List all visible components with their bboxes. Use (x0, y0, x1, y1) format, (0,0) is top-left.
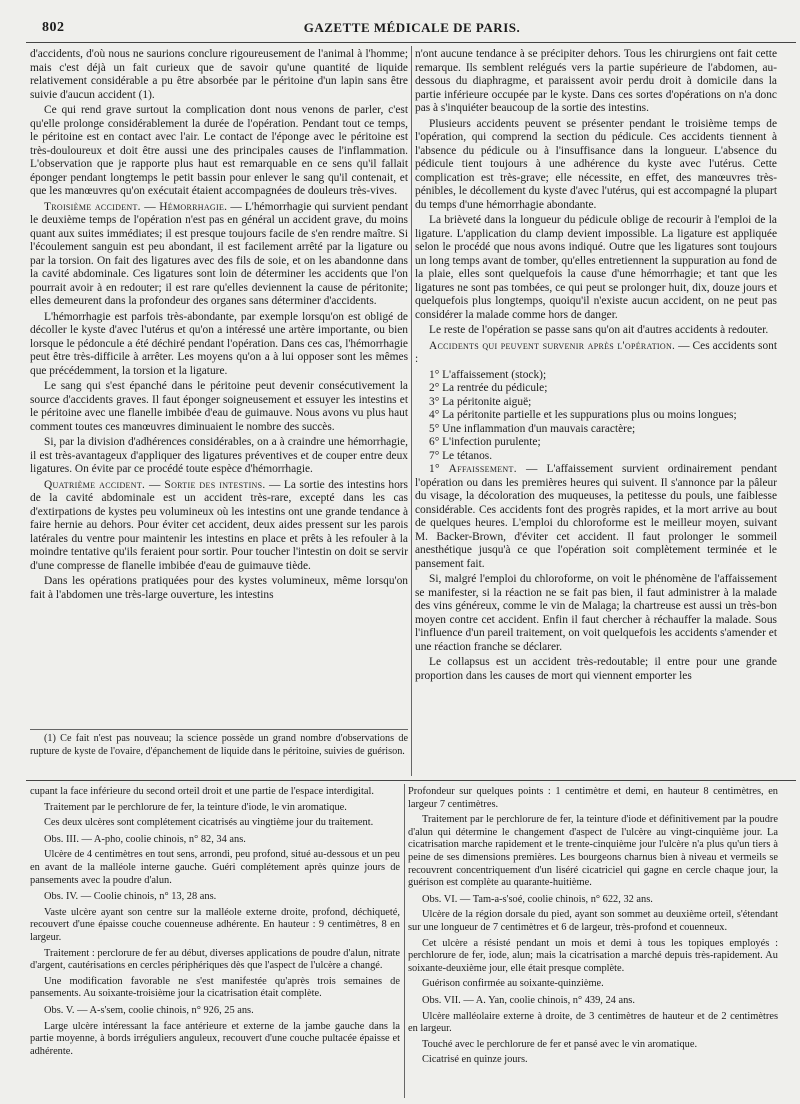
observation-heading: Obs. V. — A-s'sem, coolie chinois, n° 926, 25 ans. (44, 1004, 254, 1016)
list-item: 3° La péritonite aiguë; (429, 395, 532, 408)
section-heading: 1° Affaissement. (429, 463, 517, 475)
list-item: 1° L'affaissement (stock); (429, 368, 547, 381)
bottom-right-column (408, 786, 778, 1098)
top-right-column (415, 48, 777, 776)
paragraph: Guérison confirmée au soixante-quinzième. (422, 978, 604, 990)
list-item: 7° Le tétanos. (429, 449, 493, 462)
header-rule (26, 42, 796, 43)
section-paragraph: 1° Affaissement. — L'affaissement survient ordinairement pendant l'opération ou dans les premières heures qui suivent. Il s'annonce par la pâleur du visage, la décoloration des muqueuses, la petitesse du pouls, une faiblesse considérable. Ces accidents font des progrès rapides, et la mort arrive au bout de quelques heures. L'emploi du chloroforme est le meilleur moyen, suivant M. Backer-Brown, d'éviter cet accident. Il faut prolonger le sommeil anesthétique jusqu'à ce que l'opération soit complètement terminée et le pansement fait. (415, 463, 777, 570)
running-header (42, 20, 782, 40)
journal-title: GAZETTE MÉDICALE DE PARIS. (303, 20, 521, 35)
section-paragraph: Troisième accident. — Hémorrhagie. — L'hémorrhagie qui survient pendant le deuxième temps de l'opération n'est pas en général un accident grave, du moins quant aux suites immédiates; il est presque toujours facile de s'en rendre maître. Si l'écoulement sanguin est peu abondant, il est facilement arrêté par la ligature ou par la torsion. On fait des ligatures avec des fils de soie, et on les abandonne dans la cavité abdominale. Ces ligatures sont loin de déterminer les accidents que l'on pourrait avoir à en redouter; il est rare qu'elles deviennent la cause de péritonite; elles demeurent dans la profondeur des organes sans déterminer d'accidents. (30, 200, 408, 307)
list-item: 5° Une inflammation d'un mauvais caractère; (429, 422, 636, 435)
section-heading: Troisième accident. — Hémorrhagie. (44, 200, 228, 213)
paragraph: Ce qui rend grave surtout la complication dont nous venons de parler, c'est qu'elle prolonge considérablement la durée de l'opération. Pendant tout ce temps, le péritoine est en contact avec l'air. Le contact de l'éponge avec le péritoine est très-douloureux et doit être aussi une des principales causes de l'inflammation. L'observation que je rapporte plus haut est remarquable en ce sens qu'il fallait éponger pendant longtemps le petit bassin pour enlever le sang qu'il contenait, et que les manœuvres qu'on exécutait étaient accompagnées de douleurs très-vives. (30, 104, 408, 197)
paragraph: Ces deux ulcères sont complétement cicatrisés au vingtième jour du traitement. (44, 817, 374, 829)
paragraph: Traitement : perclorure de fer au début, diverses applications de poudre d'alun, nitrate d'argent, cautérisations en cercles périphériques dès que l'aspect de l'ulcère a changé. (30, 947, 400, 972)
observation-heading: Obs. IV. — Coolie chinois, n° 13, 28 ans. (44, 891, 217, 903)
section-heading: Quatrième accident. — Sortie des intestins. (44, 478, 266, 491)
section-paragraph: Quatrième accident. — Sortie des intestins. — La sortie des intestins hors de la cavité abdominale est un accident très-rare, excepté dans les cas d'extirpations de kystes peu volumineux où les intestins ont une grande tendance à faire hernie au dehors. Pour éviter cet accident, deux aides pressent sur les parois latérales du ventre pour maintenir les intestins en place et prêts à les refouler à la moindre tentative qu'ils feraient pour sortir. Pour toucher l'intestin on doit se servir d'une compresse de flanelle imbibée d'eau de guimauve tiède. (30, 478, 408, 572)
paragraph: La brièveté dans la longueur du pédicule oblige de recourir à l'emploi de la ligature. L'application du clamp devient impossible. La ligature est appliquée selon le procédé que nous avons indiqué. Outre que les ligatures sont toujours un long temps avant de tomber, qu'elles entretiennent la suppuration au fond de la plaie, elles sont quelquefois la cause d'une hémorrhagie; et tant que les ligatures ne sont pas tombées, ce qui peut se prolonger huit, dix, douze jours et quelquefois plus longtemps, quoiqu'il n'existe aucun accident, on ne peut pas considérer la malade comme hors de danger. (415, 214, 777, 321)
list-item: 4° La péritonite partielle et les suppurations plus ou moins longues; (429, 409, 737, 421)
accident-list (415, 369, 777, 464)
observation-heading: Obs. VI. — Tam-a-s'soé, coolie chinois, n° 622, 32 ans. (422, 893, 653, 905)
bottom-left-column (30, 786, 400, 1098)
paragraph: Le reste de l'opération se passe sans qu'on ait d'autres accidents à redouter. (429, 324, 769, 336)
footnote-rule (30, 729, 408, 730)
paragraph: Dans les opérations pratiquées pour des kystes volumineux, même lorsqu'on fait à l'abdomen une très-large ouverture, les intestins (30, 575, 408, 601)
paragraph: Profondeur sur quelques points : 1 centimètre et demi, en hauteur 8 centimètres, en largeur 7 centimètres. (408, 786, 778, 810)
paragraph: Si, par la division d'adhérences considérables, on a à craindre une hémorrhagie, il est très-avantageux d'appliquer des ligatures préventives et de couper entre deux ligatures. On évite par ce procédé toute espèce d'hémorrhagie. (30, 436, 408, 475)
paragraph: Cet ulcère a résisté pendant un mois et demi à tous les topiques employés : perchlorure de fer, iode, alun; mais la cicatrisation a marché depuis très-rapidement. Au soixante-deuxième jour, elle était presque complète. (408, 937, 778, 974)
column-divider (411, 46, 412, 776)
paragraph: Une modification favorable ne s'est manifestée qu'après trois semaines de pansements. Au soixante-troisième jour la cicatrisation était complète. (30, 975, 400, 1000)
paragraph: Le sang qui s'est épanché dans le péritoine peut devenir consécutivement la source d'accidents graves. Il faut éponger soigneusement et essuyer les intestins et le péritoine avec une flanelle imbibée d'eau de guimauve. Nous avons vu plus haut comment toutes ces manœuvres diminuaient le nombre des succès. (30, 380, 408, 433)
page-number: 802 (42, 20, 65, 35)
paragraph: Touché avec le perchlorure de fer et pansé avec le vin aromatique. (422, 1038, 698, 1050)
paragraph: d'accidents, d'où nous ne saurions conclure rigoureusement de l'animal à l'homme; mais c'est déjà un fait curieux que de savoir qu'une quantité de liquide relativement considérable a pu être absorbée par le péritoine d'un lapin sans être suivie d'aucun accident (1). (30, 48, 408, 101)
section-paragraph: Accidents qui peuvent survenir après l'opération. — Ces accidents sont : (415, 339, 777, 365)
paragraph: Vaste ulcère ayant son centre sur la malléole externe droite, profond, déchiqueté, recouvert d'une épaisse couche couenneuse adhérente. En hauteur : 9 centimètres, 8 en largeur. (30, 906, 400, 943)
top-left-column (30, 48, 408, 726)
paragraph: L'hémorrhagie est parfois très-abondante, par exemple lorsqu'on est obligé de décoller le kyste d'avec l'utérus et qu'on a intéressé une artère importante, ou bien lorsque le pédoncule a été déchiré pendant l'opération. Dans ces cas, l'hémorrhagie peut être très-difficile à arrêter. Les moyens qu'on a à lui opposer sont les mêmes que précédemment, la torsion et la ligature. (30, 310, 408, 377)
observation-heading: Obs. VII. — A. Yan, coolie chinois, n° 439, 24 ans. (422, 994, 635, 1006)
paragraph: Ulcère malléolaire externe à droite, de 3 centimètres de hauteur et de 2 centimètres en largeur. (408, 1010, 778, 1035)
paragraph: Si, malgré l'emploi du chloroforme, on voit le phénomène de l'affaissement se manifester, si la réaction ne se fait pas bien, il faut administrer à la malade des vins généreux, comme le vin de Malaga; la chartreuse est aussi un très-bon moyen contre cet accident. Enfin il faut chercher à réchauffer la malade. Sous l'influence d'un pareil traitement, on voit quelquefois les accidents s'amender et une réaction franche se déclarer. (415, 573, 777, 653)
section-rule (26, 780, 796, 781)
footnote: (1) Ce fait n'est pas nouveau; la science possède un grand nombre d'observations de rupture de kyste de l'ovaire, d'épanchement de liquide dans le péritoine, suivies de guérison. (30, 733, 408, 757)
paragraph: Ulcère de 4 centimètres en tout sens, arrondi, peu profond, situé au-dessous et un peu en avant de la malléole interne gauche. Guéri complétement après quinze jours de pansements avec la poudre d'alun. (30, 849, 400, 886)
paragraph: cupant la face inférieure du second orteil droit et une partie de l'espace interdigital. (30, 786, 375, 797)
paragraph: Le collapsus est un accident très-redoutable; il entre pour une grande proportion dans les causes de mort qui viennent emporter les (415, 656, 777, 682)
observation-heading: Obs. III. — A-pho, coolie chinois, n° 82, 34 ans. (44, 833, 246, 845)
list-item: 6° L'infection purulente; (429, 436, 541, 448)
section-heading: Accidents qui peuvent survenir après l'opération. (429, 339, 676, 352)
paragraph: Plusieurs accidents peuvent se présenter pendant le troisième temps de l'opération, qui comprend la section du pédicule. Ces accidents tiennent à l'absence du pédicule ou à l'insuffisance dans la longueur. L'absence du pédicule tient toujours à une adhérence du kyste avec l'utérus. Cette complication est très-grave; elle nécessite, en effet, des manœuvres très-pénibles, le décollement du kyste d'avec l'utérus, qui est accompagné la plupart du temps d'une hémorrhagie abondante. (415, 117, 777, 211)
paragraph: Large ulcère intéressant la face antérieure et externe de la jambe gauche dans la partie moyenne, à bords irréguliers anguleux, recouvert d'une couche pultacée épaisse et adhérente. (30, 1020, 400, 1057)
paragraph: Traitement par le perchlorure de fer, la teinture d'iode, le vin aromatique. (44, 801, 347, 813)
paragraph: Traitement par le perchlorure de fer, la teinture d'iode et définitivement par la poudre d'alun qui détermine le changement d'aspect de l'ulcère au vingt-cinquième jour. La cicatrisation marche rapidement et le trente-cinquième jour l'ulcère n'a plus qu'un tiers à peine de ses dimensions premières. Les bourgeons charnus bien à niveau et vermeils se recouvrent concentriquement d'un liséré cicatriciel qui gagne en cercle chaque jour, la guérison est complète au quarante-huitième. (408, 814, 778, 889)
paragraph: Ulcère de la région dorsale du pied, ayant son sommet au deuxième orteil, s'étendant sur une longueur de 7 centimètres et 6 de largeur, très-profond et couenneux. (408, 909, 778, 933)
paragraph: Cicatrisé en quinze jours. (422, 1054, 528, 1066)
column-divider (404, 784, 405, 1098)
list-item: 2° La rentrée du pédicule; (429, 382, 548, 394)
paragraph: n'ont aucune tendance à se précipiter dehors. Tous les chirurgiens ont fait cette remarque. Ils semblent relégués vers la partie supérieure de l'abdomen, au-dessous du diaphragme, et paraissent avoir perdu droit à domicile dans la partie inférieure occupée par le kyste. Dans ces sortes d'opérations on n'a donc pas à s'inquiéter beaucoup de la sortie des intestins. (415, 48, 777, 114)
